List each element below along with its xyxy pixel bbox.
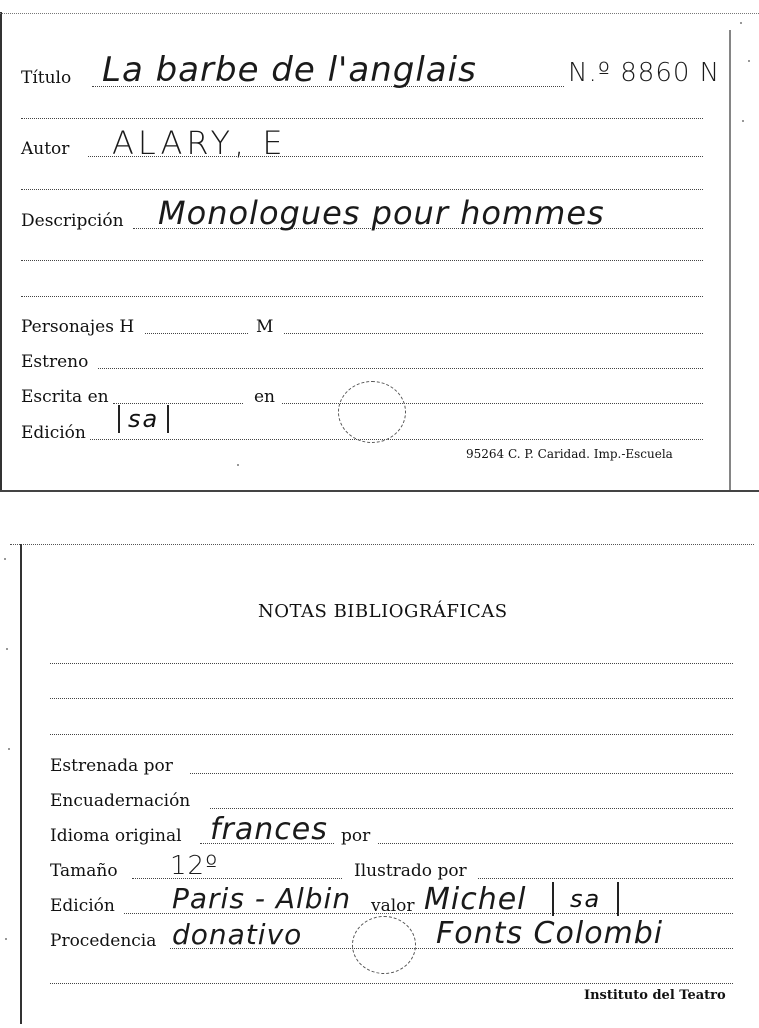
autor-line-2	[21, 189, 703, 190]
procedencia-source: Fonts Colombi	[436, 916, 664, 951]
card-top-edge	[0, 13, 759, 14]
stamp-circle	[338, 381, 406, 443]
edicion-line	[90, 439, 703, 440]
escrita-line	[113, 403, 243, 404]
estreno-label: Estreno	[21, 352, 89, 372]
idioma-value: frances	[210, 812, 328, 847]
estrenada-line	[190, 773, 733, 774]
notas-line-last	[50, 983, 733, 984]
card-right-edge	[729, 30, 731, 490]
descripcion-value: Monologues pour hommes	[158, 194, 605, 232]
catalog-card-back	[0, 538, 759, 1028]
descripcion-label: Descripción	[21, 211, 124, 231]
back-edicion-label: Edición	[50, 896, 115, 916]
idioma-por-line	[378, 843, 733, 844]
autor-label: Autor	[21, 139, 70, 159]
procedencia-value: donativo	[172, 918, 303, 951]
valor-label: valor	[371, 896, 415, 916]
valor-value: Michel	[424, 882, 527, 917]
personajes-label: Personajes H	[21, 317, 135, 337]
notas-line-2	[50, 698, 733, 699]
valor-boxed-value: sa	[552, 882, 619, 916]
card-bottom-edge	[0, 490, 759, 492]
ilustrado-line	[478, 878, 733, 879]
idioma-por-label: por	[341, 826, 371, 846]
institution-text: Instituto del Teatro	[584, 988, 726, 1003]
encuadernacion-label: Encuadernación	[50, 791, 191, 811]
edicion-label: Edición	[21, 423, 86, 443]
back-edicion-value: Paris - Albin	[172, 882, 352, 915]
speck	[5, 938, 7, 940]
personajes-m-label: M	[256, 317, 274, 337]
tamano-line	[132, 878, 342, 879]
descripcion-line-3	[21, 296, 703, 297]
edicion-boxed-value: sa	[118, 405, 169, 433]
speck	[6, 648, 8, 650]
speck	[237, 464, 239, 466]
procedencia-label: Procedencia	[50, 931, 157, 951]
escrita-en-label: en	[254, 387, 276, 407]
ilustrado-label: Ilustrado por	[354, 861, 467, 881]
idioma-label: Idioma original	[50, 826, 182, 846]
titulo-label: Título	[21, 68, 72, 88]
titulo-value: La barbe de l'anglais	[102, 50, 477, 90]
imprint-text: 95264 C. P. Caridad. Imp.-Escuela	[466, 447, 673, 461]
speck	[8, 748, 10, 750]
speck	[740, 22, 742, 24]
card-top-edge	[10, 544, 754, 545]
tamano-value: 12º	[170, 851, 219, 881]
titulo-line-2	[21, 118, 703, 119]
descripcion-line-2	[21, 260, 703, 261]
tamano-label: Tamaño	[50, 861, 118, 881]
autor-value: ALARY, E	[112, 124, 287, 162]
estrenada-label: Estrenada por	[50, 756, 173, 776]
speck	[4, 558, 6, 560]
notas-line-1	[50, 663, 733, 664]
personajes-h-line	[145, 333, 248, 334]
card-left-edge	[0, 12, 2, 490]
titulo-number: N.º 8860 N	[568, 58, 721, 88]
estreno-line	[98, 368, 703, 369]
encuadernacion-line	[210, 808, 733, 809]
notas-line-3	[50, 734, 733, 735]
card-left-edge	[20, 544, 22, 1024]
stamp-circle	[352, 916, 416, 974]
escrita-label: Escrita en	[21, 387, 109, 407]
speck	[748, 60, 750, 62]
catalog-card-front	[0, 0, 759, 494]
notas-heading: NOTAS BIBLIOGRÁFICAS	[258, 601, 508, 622]
speck	[742, 120, 744, 122]
personajes-m-line	[284, 333, 703, 334]
